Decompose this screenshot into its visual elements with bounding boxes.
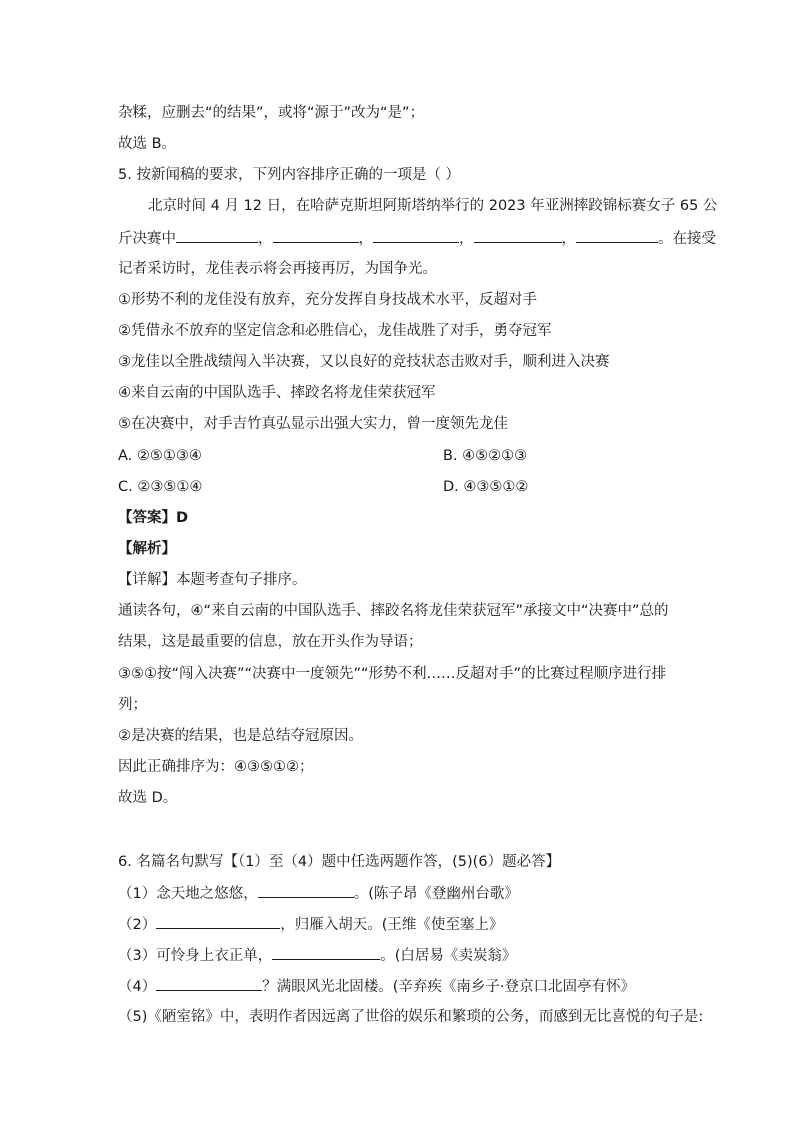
- explanation-line-3: ③⑤①按“闯入决赛”“决赛中一度领先”“形势不利……反超对手”的比赛过程顺序进行排: [118, 666, 667, 682]
- option-d[interactable]: D. ④③⑤①②: [443, 479, 529, 495]
- item-text: （2）: [118, 917, 157, 933]
- option-row-cd: [118, 477, 202, 497]
- passage-line-3: 记者采访时，龙佳表示将会再接再厉，为国争光。: [118, 261, 437, 277]
- recitation-item-1: [118, 883, 519, 904]
- prev-answer-line: 故选 B。: [118, 136, 177, 152]
- question-5-stem: 5. 按新闻稿的要求，下列内容排序正确的一项是（ ）: [118, 167, 461, 183]
- prev-explanation-line: 杂糅，应删去“的结果”，或将“源于”改为“是”；: [118, 105, 425, 121]
- item-source: 。(陈子昂《登幽州台歌》: [353, 886, 519, 902]
- comma: ，: [561, 231, 576, 247]
- answer-blank[interactable]: [156, 914, 280, 929]
- answer-blank[interactable]: [156, 976, 262, 991]
- comma: ，: [459, 231, 474, 247]
- answer-blank[interactable]: [176, 228, 258, 243]
- sentence-item-4: ④来自云南的中国队选手、摔跤名将龙佳荣获冠军: [118, 385, 436, 401]
- recitation-item-3: [118, 945, 516, 966]
- detail-line: 【详解】本题考查句子排序。: [118, 572, 307, 588]
- item-source: ？满眼风光北固楼。(辛弃疾《南乡子·登京口北固亭有怀》: [262, 979, 635, 995]
- answer-blank[interactable]: [576, 228, 658, 243]
- sentence-item-5: ⑤在决赛中，对手吉竹真弘显示出强大实力，曾一度领先龙佳: [118, 416, 508, 432]
- option-b[interactable]: B. ④⑤②①③: [443, 448, 528, 464]
- answer-blank[interactable]: [273, 228, 359, 243]
- passage-text: 。在接受: [658, 231, 716, 247]
- explanation-line-4: 列；: [118, 697, 147, 713]
- option-c[interactable]: C. ②③⑤①④: [118, 479, 203, 495]
- analysis-title: 【解析】: [118, 541, 176, 557]
- recitation-item-4: [118, 976, 635, 997]
- comma: ，: [258, 231, 273, 247]
- explanation-line-6: 因此正确排序为：④③⑤①②；: [118, 759, 314, 775]
- explanation-line-2: 结果，这是最重要的信息，放在开头作为导语；: [118, 634, 423, 650]
- answer-blank[interactable]: [373, 228, 459, 243]
- item-source: 。(白居易《卖炭翁》: [380, 948, 517, 964]
- item-text: （3）可怜身上衣正单，: [118, 948, 273, 964]
- comma: ，: [358, 231, 373, 247]
- sentence-item-1: ①形势不利的龙佳没有放弃，充分发挥自身技战术水平，反超对手: [118, 292, 537, 308]
- option-a[interactable]: A. ②⑤①③④: [118, 448, 202, 464]
- answer-blank[interactable]: [258, 883, 354, 898]
- passage-text: 斤决赛中: [118, 231, 176, 247]
- answer-label: 【答案】D: [118, 510, 189, 526]
- sentence-item-2: ②凭借永不放弃的坚定信念和必胜信心，龙佳战胜了对手，勇夺冠军: [118, 323, 552, 339]
- passage-line-2: [118, 228, 716, 249]
- item-text: （1）念天地之悠悠，: [118, 886, 258, 902]
- question-6-stem: 6. 名篇名句默写【（1）至（4）题中任选两题作答，(5)(6）题必答】: [118, 854, 561, 870]
- answer-blank[interactable]: [474, 228, 562, 243]
- item-text: （4）: [118, 979, 157, 995]
- explanation-line-1: 通读各句，④“来自云南的中国队选手、摔跤名将龙佳荣获冠军”承接文中“决赛中”总的: [118, 603, 669, 619]
- recitation-item-5: （5)《陋室铭》中，表明作者因远离了世俗的娱乐和繁琐的公务，而感到无比喜悦的句子是:: [118, 1009, 704, 1025]
- option-row-ab: [118, 446, 202, 466]
- recitation-item-2: [118, 914, 503, 935]
- explanation-line-7: 故选 D。: [118, 790, 178, 806]
- item-source: ，归雁入胡天。(王维《使至塞上》: [280, 917, 504, 933]
- answer-blank[interactable]: [272, 945, 380, 960]
- passage-line-1: 北京时间 4 月 12 日，在哈萨克斯坦阿斯塔纳举行的 2023 年亚洲摔跤锦标赛女子 65 公: [148, 198, 718, 214]
- explanation-line-5: ②是决赛的结果，也是总结夺冠原因。: [118, 728, 363, 744]
- sentence-item-3: ③龙佳以全胜战绩闯入半决赛，又以良好的竞技状态击败对手，顺利进入决赛: [118, 354, 610, 370]
